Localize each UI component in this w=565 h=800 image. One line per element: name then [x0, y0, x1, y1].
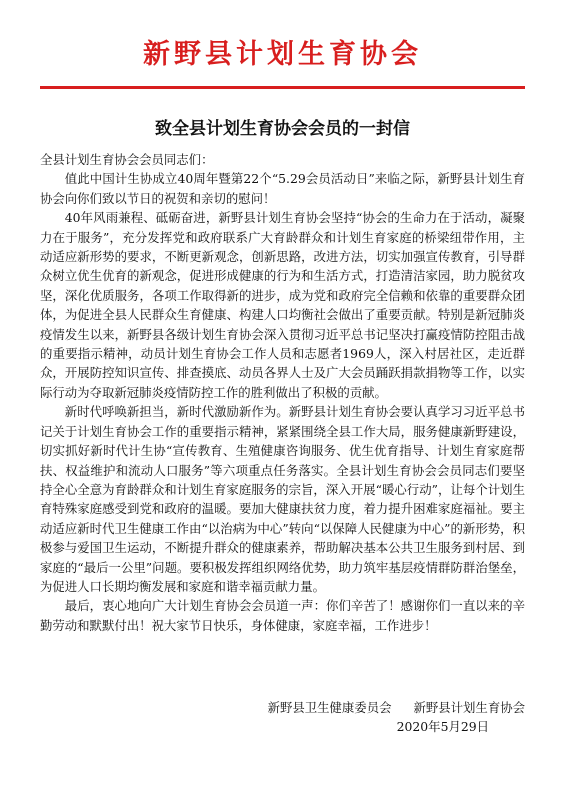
letter-body: [40, 150, 525, 635]
paragraph-3: 新时代呼唤新担当，新时代激励新作为。新野县计划生育协会要认真学习习近平总书记关于计划生育协会工作的重要指示精神，紧紧围绕全县工作大局，服务健康新野建设，切实抓好新时代计生协“宣传教育、生殖健康咨询服务、优生优育指导、计划生育家庭帮扶、权益维护和流动人口服务”等六项重点任务落实。全县计划生育协会会员同志们要坚持全心全意为育龄群众和计划生育家庭服务的宗旨，深入开展“暖心行动”，让每个计划生育特殊家庭感受到党和政府的温暖。要加大健康扶贫力度，着力提升困难家庭福祉。要主动适应新时代卫生健康工作由“以治病为中心”转向“以保障人民健康为中心”的新形势，积极参与爱国卫生运动，不断提升群众的健康素养，帮助解决基本公共卫生服务到村居、到家庭的“最后一公里”问题。要积极发挥组织网络优势，助力筑牢基层疫情群防群治堡垒，为促进人口长期均衡发展和家庭和谐幸福贡献力量。: [40, 404, 525, 594]
letter-title: 致全县计划生育协会会员的一封信: [155, 119, 410, 139]
signature-block: [268, 698, 525, 737]
signatory-health-commission: 新野县卫生健康委员会: [267, 700, 392, 715]
letter-date: 2020年5月29日: [396, 719, 489, 735]
masthead-title: 新野县计划生育协会: [143, 39, 422, 70]
salutation: 全县计划生育协会会员同志们：: [40, 152, 214, 167]
paragraph-1: 值此中国计生协成立40周年暨第22个“5.29会员活动日”来临之际，新野县计划生育协会向你们致以节日的祝贺和亲切的慰问！: [40, 171, 525, 206]
masthead-rule: [40, 86, 525, 89]
paragraph-2: 40年风雨兼程、砥砺奋进，新野县计划生育协会坚持“协会的生命力在于活动，凝聚力在于服务”，充分发挥党和政府联系广大育龄群众和计划生育家庭的桥梁纽带作用，主动适应新形势的要求，不断更新观念，创新思路，改进方法，切实加强宣传教育，引导群众树立优生优育的新观念，促进形成健康的行为和生活方式，打造清洁家园，助力脱贫攻坚，深化优质服务，各项工作取得新的进步，成为党和政府完全信赖和依靠的重要群众团体，为促进全县人民群众生育健康、构建人口均衡社会做出了重要贡献。特别是新冠肺炎疫情发生以来，新野县各级计划生育协会深入贯彻习近平总书记坚决打赢疫情防控阻击战的重要指示精神，动员计划生育协会工作人员和志愿者1969人，深入村居社区，走近群众，开展防控知识宣传、排查摸底、动员各界人士及广大会员踊跃捐款捐物等工作，以实际行动为夺取新冠肺炎疫情防控工作的胜利做出了积极的贡献。: [40, 210, 525, 400]
signatory-family-planning-association: 新野县计划生育协会: [413, 700, 525, 715]
paragraph-4: 最后，衷心地向广大计划生育协会会员道一声：你们辛苦了！感谢你们一直以来的辛勤劳动和默默付出！祝大家节日快乐，身体健康，家庭幸福，工作进步！: [40, 598, 525, 633]
signatory-list: [268, 698, 525, 717]
